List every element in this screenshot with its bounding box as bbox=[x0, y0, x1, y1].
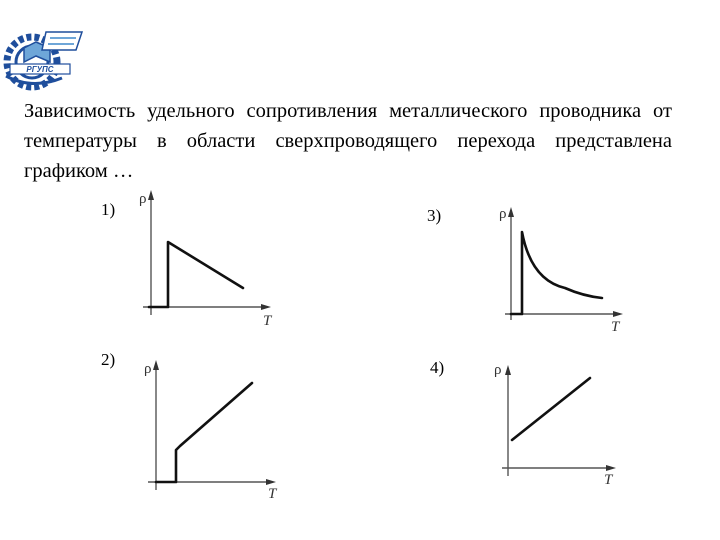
graph-1-rho-label: ρ bbox=[139, 191, 147, 207]
rgups-logo bbox=[2, 20, 84, 94]
graph-3-curve bbox=[511, 232, 602, 314]
option-2-label: 2) bbox=[101, 350, 116, 369]
graph-3[interactable] bbox=[493, 200, 643, 335]
graph-4-t-label: T bbox=[604, 472, 613, 488]
option-3-label: 3) bbox=[427, 206, 442, 225]
graph-3-rho-label: ρ bbox=[499, 206, 507, 222]
graph-2-rho-label: ρ bbox=[144, 361, 152, 377]
graph-1[interactable] bbox=[135, 185, 285, 330]
question-text: Зависимость удельного сопротивления металлического проводника от температуры в области сверхпроводящего перехода представлена графиком … bbox=[24, 100, 672, 182]
graph-4[interactable] bbox=[490, 358, 640, 493]
graph-3-t-label: T bbox=[611, 319, 620, 335]
graph-2[interactable] bbox=[140, 355, 290, 500]
graph-4-curve bbox=[512, 378, 590, 440]
graph-1-curve bbox=[149, 242, 243, 307]
graph-2-t-label: T bbox=[268, 486, 277, 502]
logo-text: РГУПС bbox=[26, 65, 54, 74]
graph-1-t-label: T bbox=[263, 313, 272, 329]
graph-2-curve bbox=[156, 383, 252, 482]
option-1-label: 1) bbox=[101, 200, 116, 219]
option-4-label: 4) bbox=[430, 358, 445, 377]
graph-4-rho-label: ρ bbox=[494, 362, 502, 378]
